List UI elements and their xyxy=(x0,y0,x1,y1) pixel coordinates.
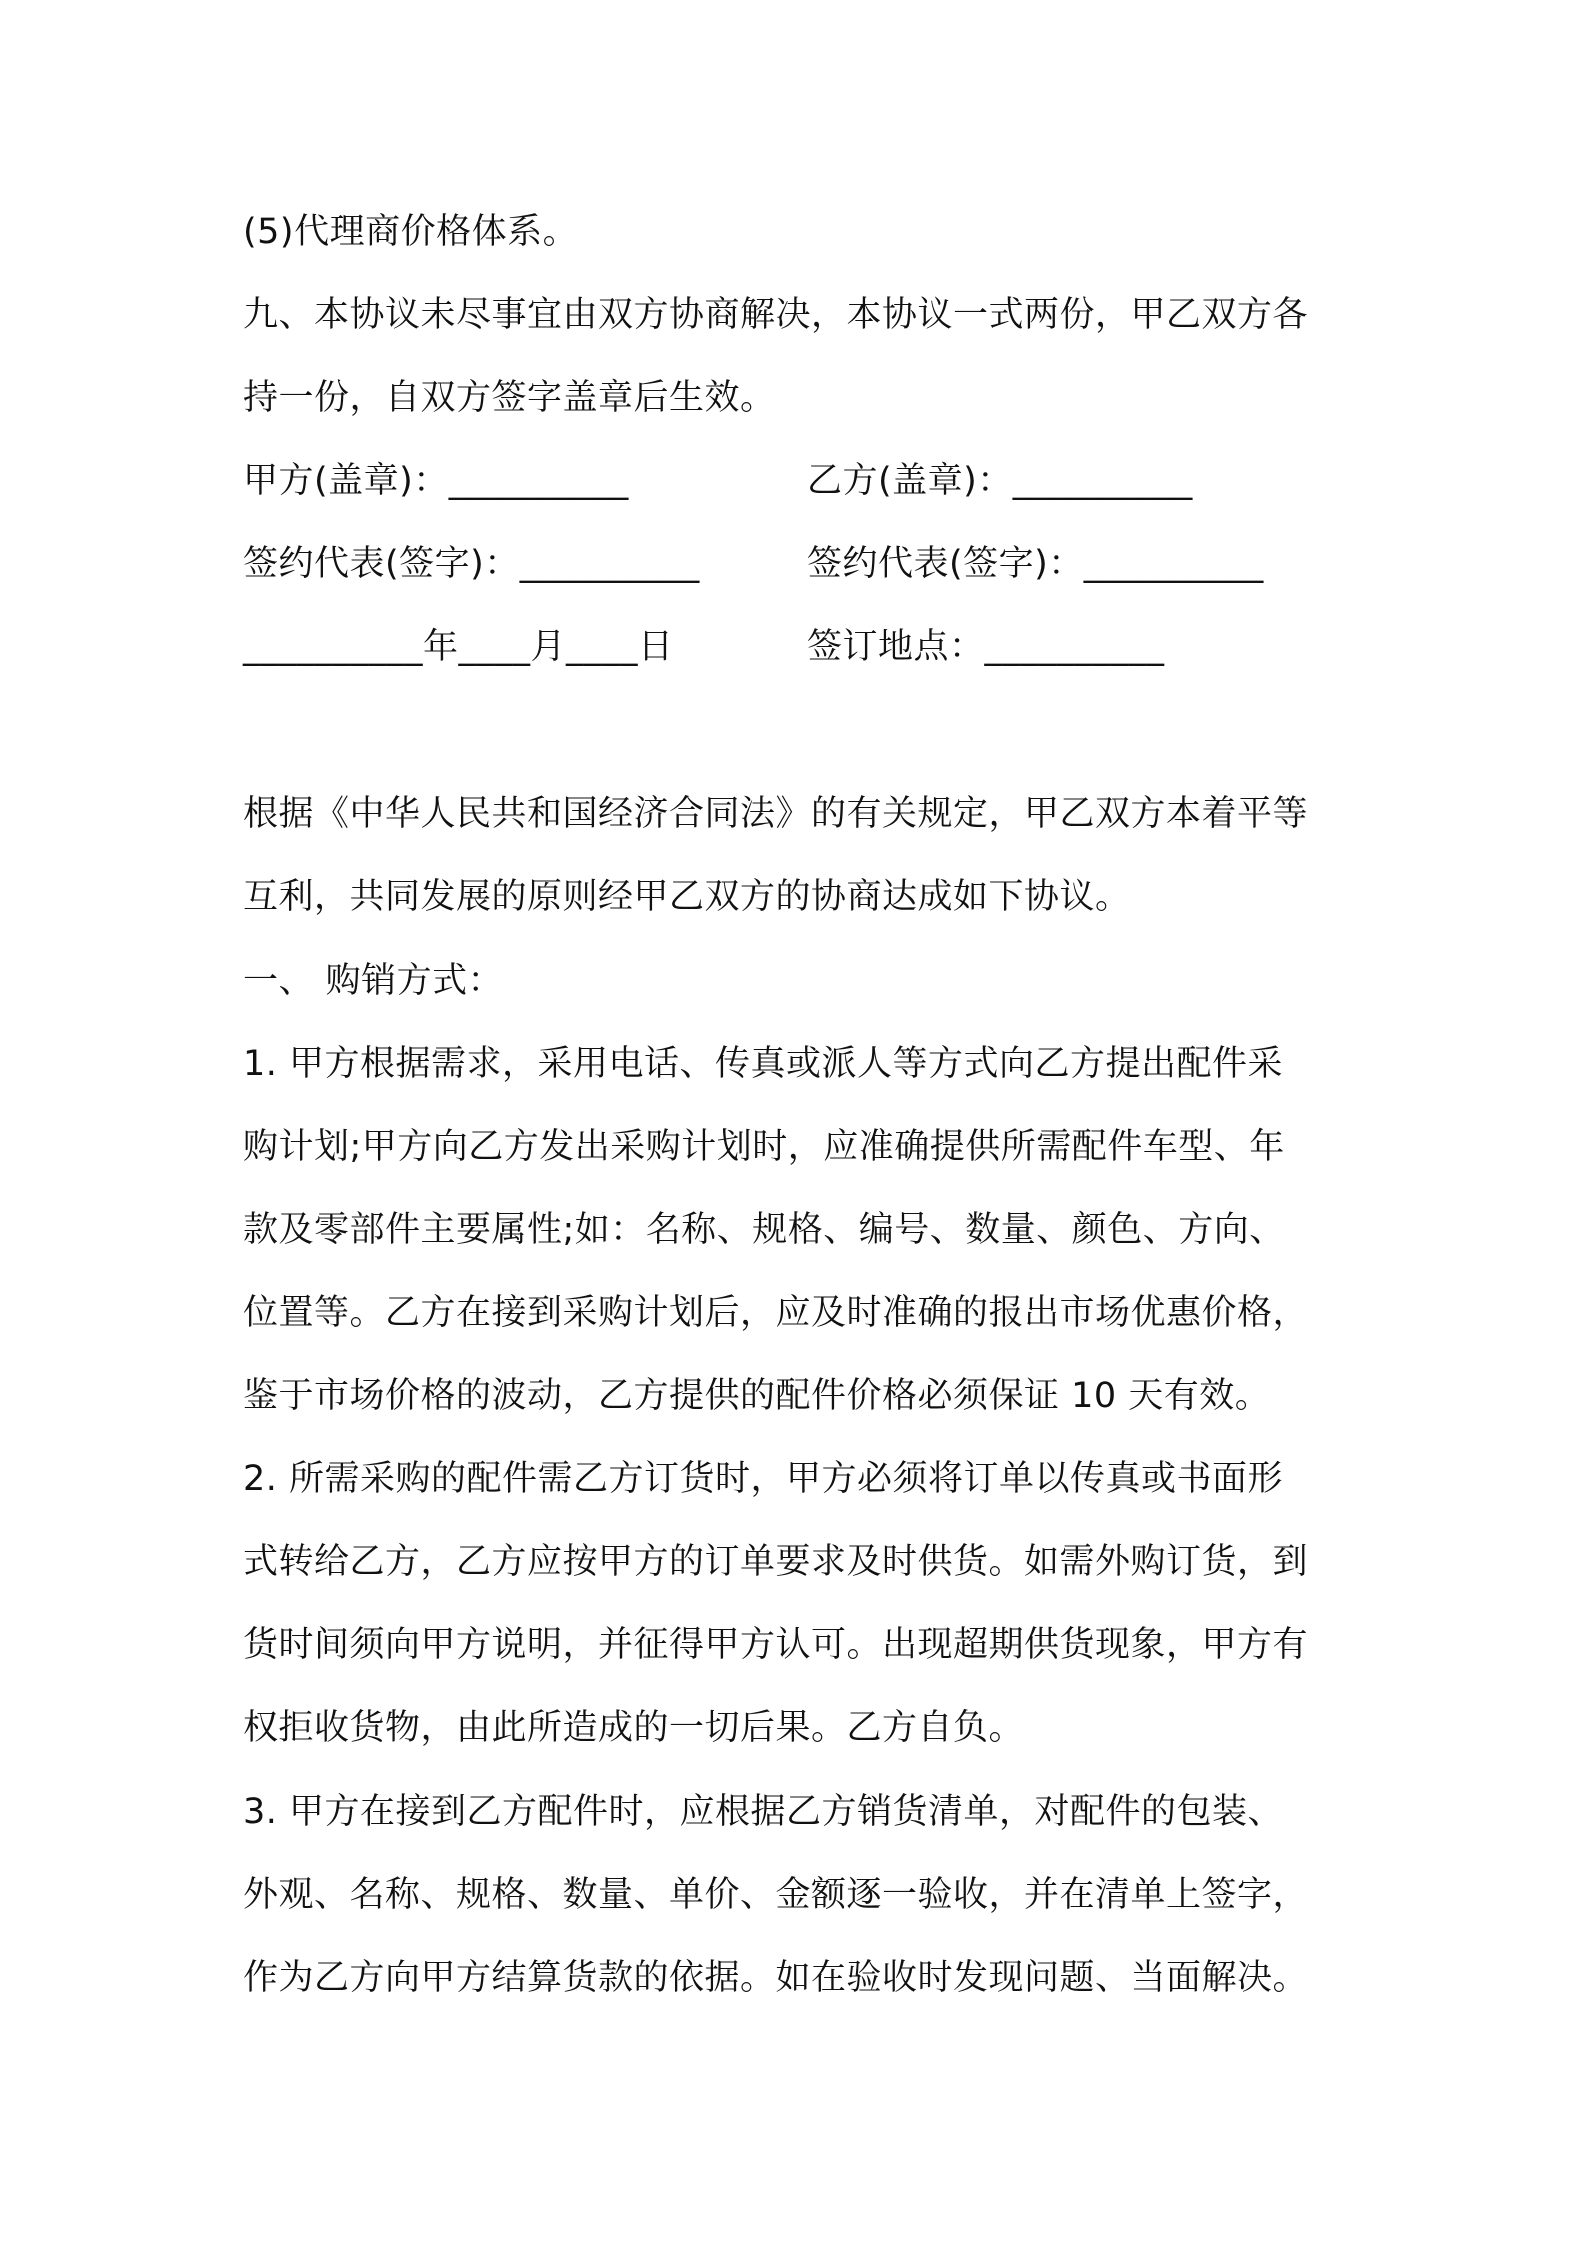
item-1-line: 鉴于市场价格的波动，乙方提供的配件价格必须保证 10 天有效。 xyxy=(243,1376,1271,1416)
item-3-line: 作为乙方向甲方结算货款的依据。如在验收时发现问题、当面解决。 xyxy=(243,1958,1309,1998)
party-a-representative-line: 签约代表(签字)：__________ xyxy=(243,544,700,584)
party-a-seal-line: 甲方(盖章)：__________ xyxy=(243,461,629,501)
item-1-line: 1. 甲方根据需求，采用电话、传真或派人等方式向乙方提出配件采 xyxy=(243,1044,1284,1084)
item-2-line: 权拒收货物，由此所造成的一切后果。乙方自负。 xyxy=(243,1708,1025,1748)
intro-line-2: 互利，共同发展的原则经甲乙双方的协商达成如下协议。 xyxy=(243,877,1131,917)
item-1-line: 位置等。乙方在接到采购计划后，应及时准确的报出市场优惠价格， xyxy=(243,1293,1309,1333)
item-2-line: 货时间须向甲方说明，并征得甲方认可。出现超期供货现象，甲方有 xyxy=(243,1625,1309,1665)
party-b-seal-line: 乙方(盖章)：__________ xyxy=(807,461,1193,501)
item-5-text: (5)代理商价格体系。 xyxy=(243,212,579,252)
clause-9-line-2: 持一份，自双方签字盖章后生效。 xyxy=(243,378,776,418)
signing-date-line: __________年____月____日 xyxy=(243,627,674,667)
item-1-line: 款及零部件主要属性;如：名称、规格、编号、数量、颜色、方向、 xyxy=(243,1210,1285,1250)
signing-place-line: 签订地点：__________ xyxy=(807,627,1165,667)
item-2-line: 2. 所需采购的配件需乙方订货时，甲方必须将订单以传真或书面形 xyxy=(243,1459,1284,1499)
intro-line-1: 根据《中华人民共和国经济合同法》的有关规定，甲乙双方本着平等 xyxy=(243,794,1309,834)
clause-9-line-1: 九、本协议未尽事宜由双方协商解决，本协议一式两份，甲乙双方各 xyxy=(243,295,1309,335)
item-3-line: 外观、名称、规格、数量、单价、金额逐一验收，并在清单上签字， xyxy=(243,1875,1309,1915)
item-1-line: 购计划;甲方向乙方发出采购计划时，应准确提供所需配件车型、年 xyxy=(243,1127,1285,1167)
item-3-line: 3. 甲方在接到乙方配件时，应根据乙方销货清单，对配件的包装、 xyxy=(243,1792,1284,1832)
section-1-heading: 一、 购销方式： xyxy=(243,961,504,1001)
item-2-line: 式转给乙方，乙方应按甲方的订单要求及时供货。如需外购订货，到 xyxy=(243,1542,1309,1582)
party-b-representative-line: 签约代表(签字)：__________ xyxy=(807,544,1264,584)
